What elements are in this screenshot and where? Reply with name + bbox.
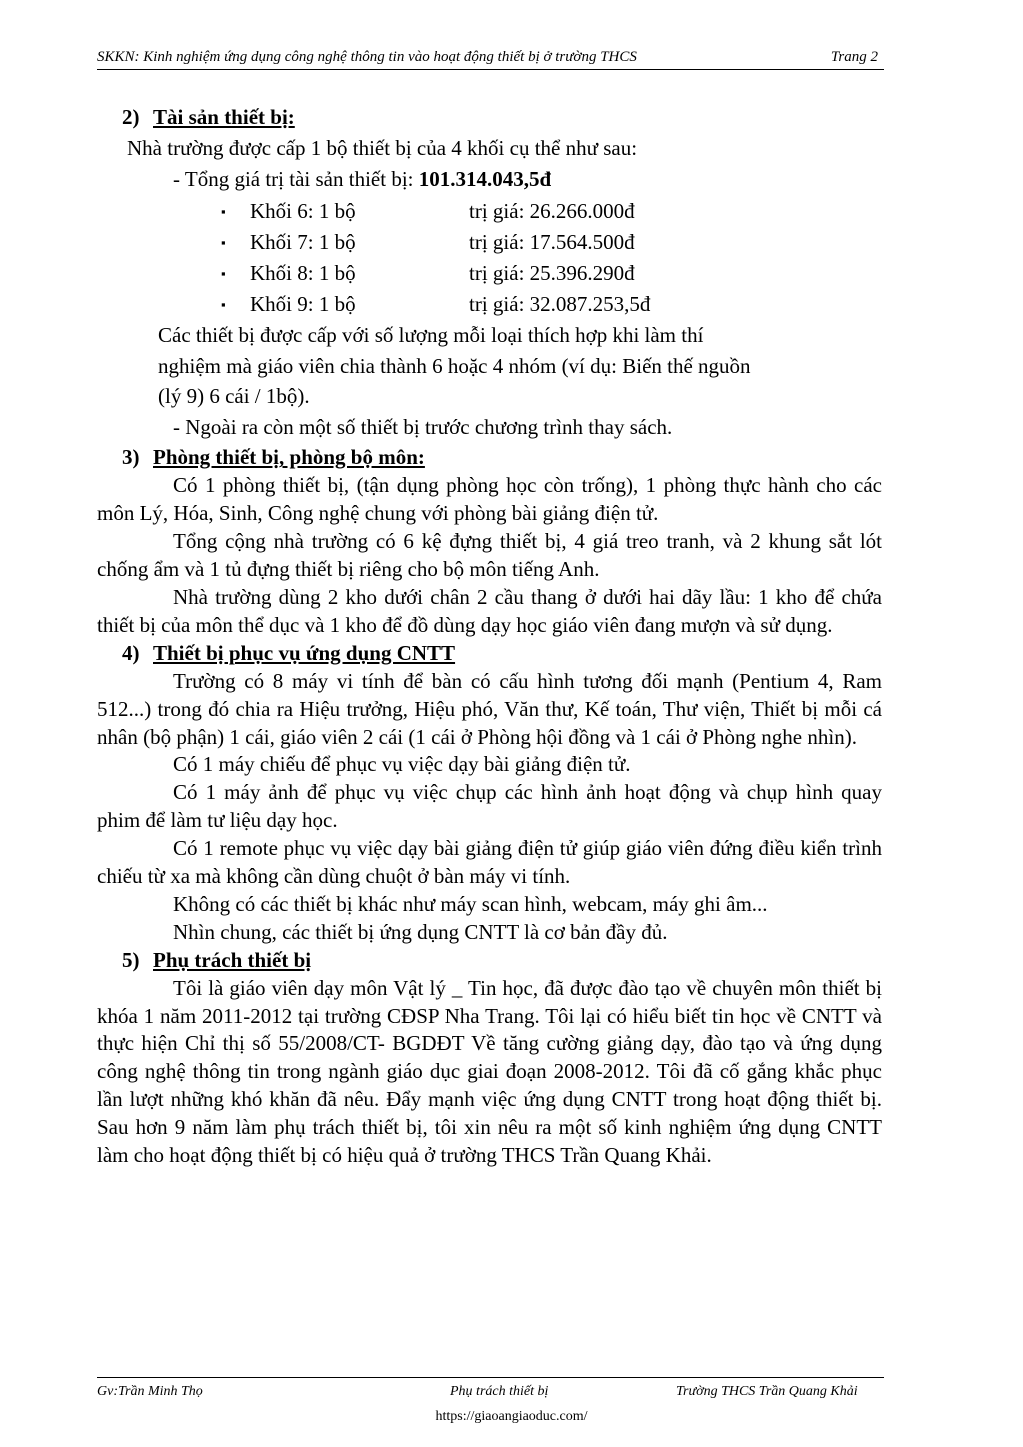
document-body: [97, 102, 882, 1170]
assets-total: [97, 164, 882, 195]
footer-role: Phụ trách thiết bị: [450, 1384, 549, 1399]
paragraph: Trường có 8 máy vi tính để bàn có cấu hình tương đối mạnh (Pentium 4, Ram 512...) trong đó chia ra Hiệu trưởng, Hiệu phó, Văn thư, Kế toán, Thư viện, Thiết bị mỗi cá nhân (bộ phận) 1 cái, giáo viên 2 cái (1 cái ở Phòng hội đồng và 1 cái ở Phòng nghe nhìn).: [97, 668, 882, 749]
page-header: [97, 49, 884, 70]
grade-value: trị giá: 17.564.500đ: [469, 229, 635, 254]
section-number: 5): [122, 947, 140, 972]
footer-author: Gv:Trần Minh Thọ: [97, 1384, 203, 1399]
list-item: [97, 289, 882, 320]
grade-label: Khối 7: 1 bộ: [250, 229, 356, 254]
bullet-icon: ▪: [221, 297, 226, 313]
header-title: SKKN: Kinh nghiệm ứng dụng công nghệ thông tin vào hoạt động thiết bị ở trường THCS: [97, 49, 637, 65]
grade-value: trị giá: 26.266.000đ: [469, 198, 635, 223]
grade-value: trị giá: 25.396.290đ: [469, 260, 635, 285]
list-item: [97, 227, 882, 258]
grade-label: Khối 6: 1 bộ: [250, 198, 356, 223]
total-value: 101.314.043,5đ: [418, 167, 552, 192]
paragraph: Có 1 phòng thiết bị, (tận dụng phòng học còn trống), 1 phòng thực hành cho các môn Lý, Hóa, Sinh, Công nghệ chung với phòng bài giảng điện tử.: [97, 473, 882, 526]
grade-label: Khối 9: 1 bộ: [250, 292, 356, 317]
bullet-icon: ▪: [221, 203, 226, 219]
paragraph: Tôi là giáo viên dạy môn Vật lý _ Tin học, đã được đào tạo về chuyên môn thiết bị khóa 1 năm 2011-2012 tại trường CĐSP Nha Trang. Tôi lại có hiểu biết tin học về CNTT và thực hiện Chỉ thị số 55/2008/CT- BGDĐT Về tăng cường giảng dạy, đào tạo và ứng dụng công nghệ thông tin trong ngành giáo dục giai đoạn 2008-2012. Tôi đã cố gắng khắc phục lần lượt những khó khăn đã nêu. Đẩy mạnh việc ứng dụng CNTT trong hoạt động thiết bị. Sau hơn 9 năm làm phụ trách thiết bị, tôi xin nêu ra một số kinh nghiệm ứng dụng CNTT làm cho hoạt động thiết bị có hiệu quả ở trường THCS Trần Quang Khải.: [97, 975, 882, 1168]
note-line: - Ngoài ra còn một số thiết bị trước chương trình thay sách.: [173, 414, 673, 439]
bullet-icon: ▪: [221, 234, 226, 250]
section-number: 2): [122, 105, 140, 129]
paragraph: Nhìn chung, các thiết bị ứng dụng CNTT là cơ bản đầy đủ.: [173, 919, 668, 944]
page-number: Trang 2: [830, 49, 878, 65]
section-title: Phụ trách thiết bị: [153, 947, 312, 972]
paragraph: Nhà trường dùng 2 kho dưới chân 2 cầu thang ở dưới hai dãy lầu: 1 kho để chứa thiết bị của môn thể dục và 1 kho để đồ dùng dạy học giáo viên đang mượn và sử dụng.: [97, 584, 882, 637]
grade-label: Khối 8: 1 bộ: [250, 260, 356, 285]
paragraph: Có 1 máy chiếu để phục vụ việc dạy bài giảng điện tử.: [173, 752, 631, 777]
assets-intro: Nhà trường được cấp 1 bộ thiết bị của 4 khối cụ thể như sau:: [127, 136, 638, 161]
paragraph: Tổng cộng nhà trường có 6 kệ đựng thiết bị, 4 giá treo tranh, và 2 khung sắt lót chống ẩm và 1 tủ đựng thiết bị riêng cho bộ môn tiếng Anh.: [97, 529, 882, 582]
assets-note: [97, 320, 882, 442]
list-item: [97, 196, 882, 227]
section-title: Tài sản thiết bị:: [153, 105, 295, 129]
section-4-heading: [97, 640, 882, 668]
section-title: Thiết bị phục vụ ứng dụng CNTT: [153, 640, 456, 665]
bullet-icon: ▪: [221, 265, 226, 281]
paragraph: Có 1 remote phục vụ việc dạy bài giảng điện tử giúp giáo viên đứng điều kiển trình chiếu từ xa mà không cần dùng chuột ở bàn máy vi tính.: [97, 836, 882, 889]
section-number: 4): [122, 640, 140, 665]
section-title: Phòng thiết bị, phòng bộ môn:: [153, 445, 425, 470]
total-label: - Tổng giá trị tài sản thiết bị:: [173, 167, 419, 192]
list-item: [97, 258, 882, 289]
note-line: nghiệm mà giáo viên chia thành 6 hoặc 4 nhóm (ví dụ: Biến thế nguồn: [158, 353, 751, 378]
note-line: Các thiết bị được cấp với số lượng mỗi loại thích hợp khi làm thí: [158, 323, 704, 348]
section-number: 3): [122, 445, 140, 470]
paragraph: Không có các thiết bị khác như máy scan hình, webcam, máy ghi âm...: [173, 891, 768, 916]
grade-value: trị giá: 32.087.253,5đ: [469, 292, 651, 317]
footer-url[interactable]: https://giaoangiaoduc.com/: [435, 1409, 588, 1424]
footer-school: Trường THCS Trần Quang Khải: [676, 1384, 858, 1399]
note-line: (lý 9) 6 cái / 1bộ).: [158, 384, 310, 409]
section-2-heading: [97, 102, 882, 133]
section-3-heading: [97, 442, 882, 472]
paragraph: Có 1 máy ảnh để phục vụ việc chụp các hình ảnh hoạt động và chụp hình quay phim để làm tư liệu dạy học.: [97, 780, 882, 833]
page-footer: [97, 1377, 884, 1400]
section-5-heading: [97, 947, 882, 975]
